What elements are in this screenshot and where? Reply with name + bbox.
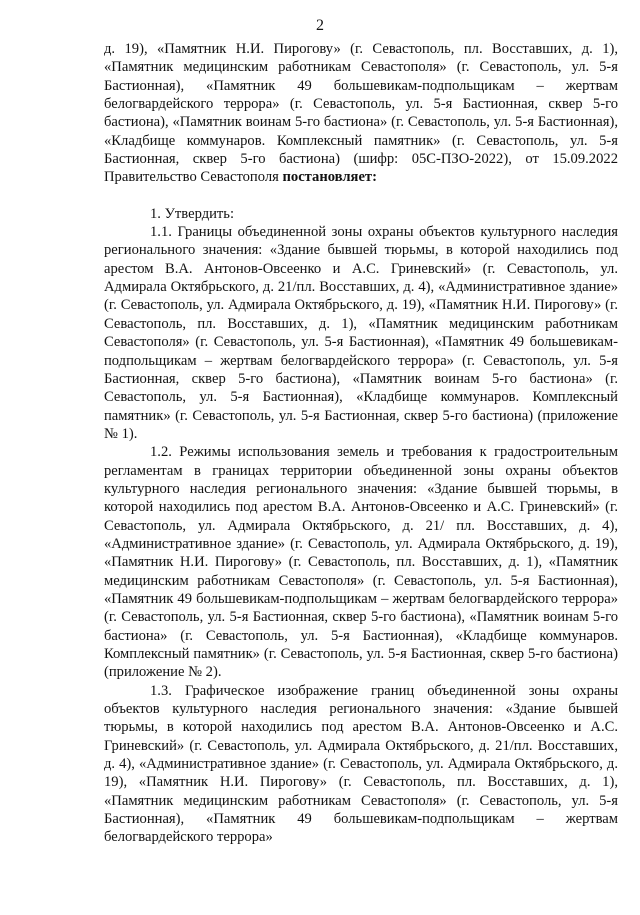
intro-paragraph [104, 40, 618, 187]
document-body [104, 40, 618, 847]
item-1-2-paragraph: 1.2. Режимы использования земель и требования к градостроительным регламентам в границах территории объединенной зоны охраны объектов культурного наследия регионального значения: «Здание бывшей тюрьмы, в которой находились под арестом В.А. Антонов-Овсеенко и А.С. Гриневский» (г. Севастополь, ул. Адмирала Октябрьского, д. 21/ пл. Восставших, д. 4), «Административное здание» (г. Севастополь, ул. Адмирала Октябрьского, д. 19), «Памятник Н.И. Пирогову» (г. Севастополь, пл. Восставших, д. 1), «Памятник медицинским работникам Севастополя» (г. Севастополь, ул. 5-я Бастионная), «Памятник 49 большевикам-подпольщикам – жертвам белогвардейского террора» (г. Севастополь, ул. 5-я Бастионная, сквер 5-го бастиона), «Памятник воинам 5-го бастиона» (г. Севастополь, ул. 5-я Бастионная), «Кладбище коммунаров. Комплексный памятник» (г. Севастополь, ул. 5-я Бастионная, сквер 5-го бастиона) (приложение № 2). [104, 444, 618, 681]
item-1-paragraph: 1. Утвердить: [150, 205, 235, 222]
item-1-3-paragraph: 1.3. Графическое изображение границ объединенной зоны охраны объектов культурного наследия регионального значения: «Здание бывшей тюрьмы, в которой находились под арестом В.А. Антонов-Овсеенко и А.С. Гриневский» (г. Севастополь, ул. Адмирала Октябрьского, д. 21/пл. Восставших, д. 4), «Административное здание» (г. Севастополь, ул. Адмирала Октябрьского, д. 19), «Памятник Н.И. Пирогову» (г. Севастополь, пл. Восставших, д. 1), «Памятник медицинским работникам Севастополя» (г. Севастополь, ул. 5-я Бастионная), «Памятник 49 большевикам-подпольщикам – жертвам белогвардейского террора» [104, 682, 618, 846]
item-1-1-paragraph: 1.1. Границы объединенной зоны охраны объектов культурного наследия регионального значения: «Здание бывшей тюрьмы, в которой находились под арестом В.А. Антонов-Овсеенко и А.С. Гриневский» (г. Севастополь, ул. Адмирала Октябрьского, д. 21/пл. Восставших, д. 4), «Административное здание» (г. Севастополь, ул. Адмирала Октябрьского, д. 19), «Памятник Н.И. Пирогову» (г. Севастополь, пл. Восставших, д. 1), «Памятник медицинским работникам Севастополя» (г. Севастополь, ул. 5-я Бастионная), «Памятник 49 большевикам-подпольщикам – жертвам белогвардейского террора» (г. Севастополь, ул. 5-я Бастионная, сквер 5-го бастиона), «Памятник воинам 5-го бастиона» (г. Севастополь, ул. 5-я Бастионная), «Кладбище коммунаров. Комплексный памятник» (г. Севастополь, ул. 5-я Бастионная, сквер 5-го бастиона) (приложение № 1). [104, 224, 618, 442]
page-number: 2 [316, 17, 324, 34]
intro-text: д. 19), «Памятник Н.И. Пирогову» (г. Севастополь, пл. Восставших, д. 1), «Памятник медицинским работникам Севастополя» (г. Севастополь, ул. 5-я Бастионная), «Памятник 49 большевикам-подпольщикам – жертвам белогвардейского террора» (г. Севастополь, ул. 5-я Бастионная, сквер 5-го бастиона), «Памятник воинам 5-го бастиона» (г. Севастополь, ул. 5-я Бастионная), «Кладбище коммунаров. Комплексный памятник» (г. Севастополь, ул. 5-я Бастионная, сквер 5-го бастиона) (шифр: 05С-ПЗО-2022), от 15.09.2022 Правительство Севастополя [104, 41, 618, 186]
paragraph-gap [104, 187, 618, 205]
decree-word: постановляет: [282, 169, 377, 186]
